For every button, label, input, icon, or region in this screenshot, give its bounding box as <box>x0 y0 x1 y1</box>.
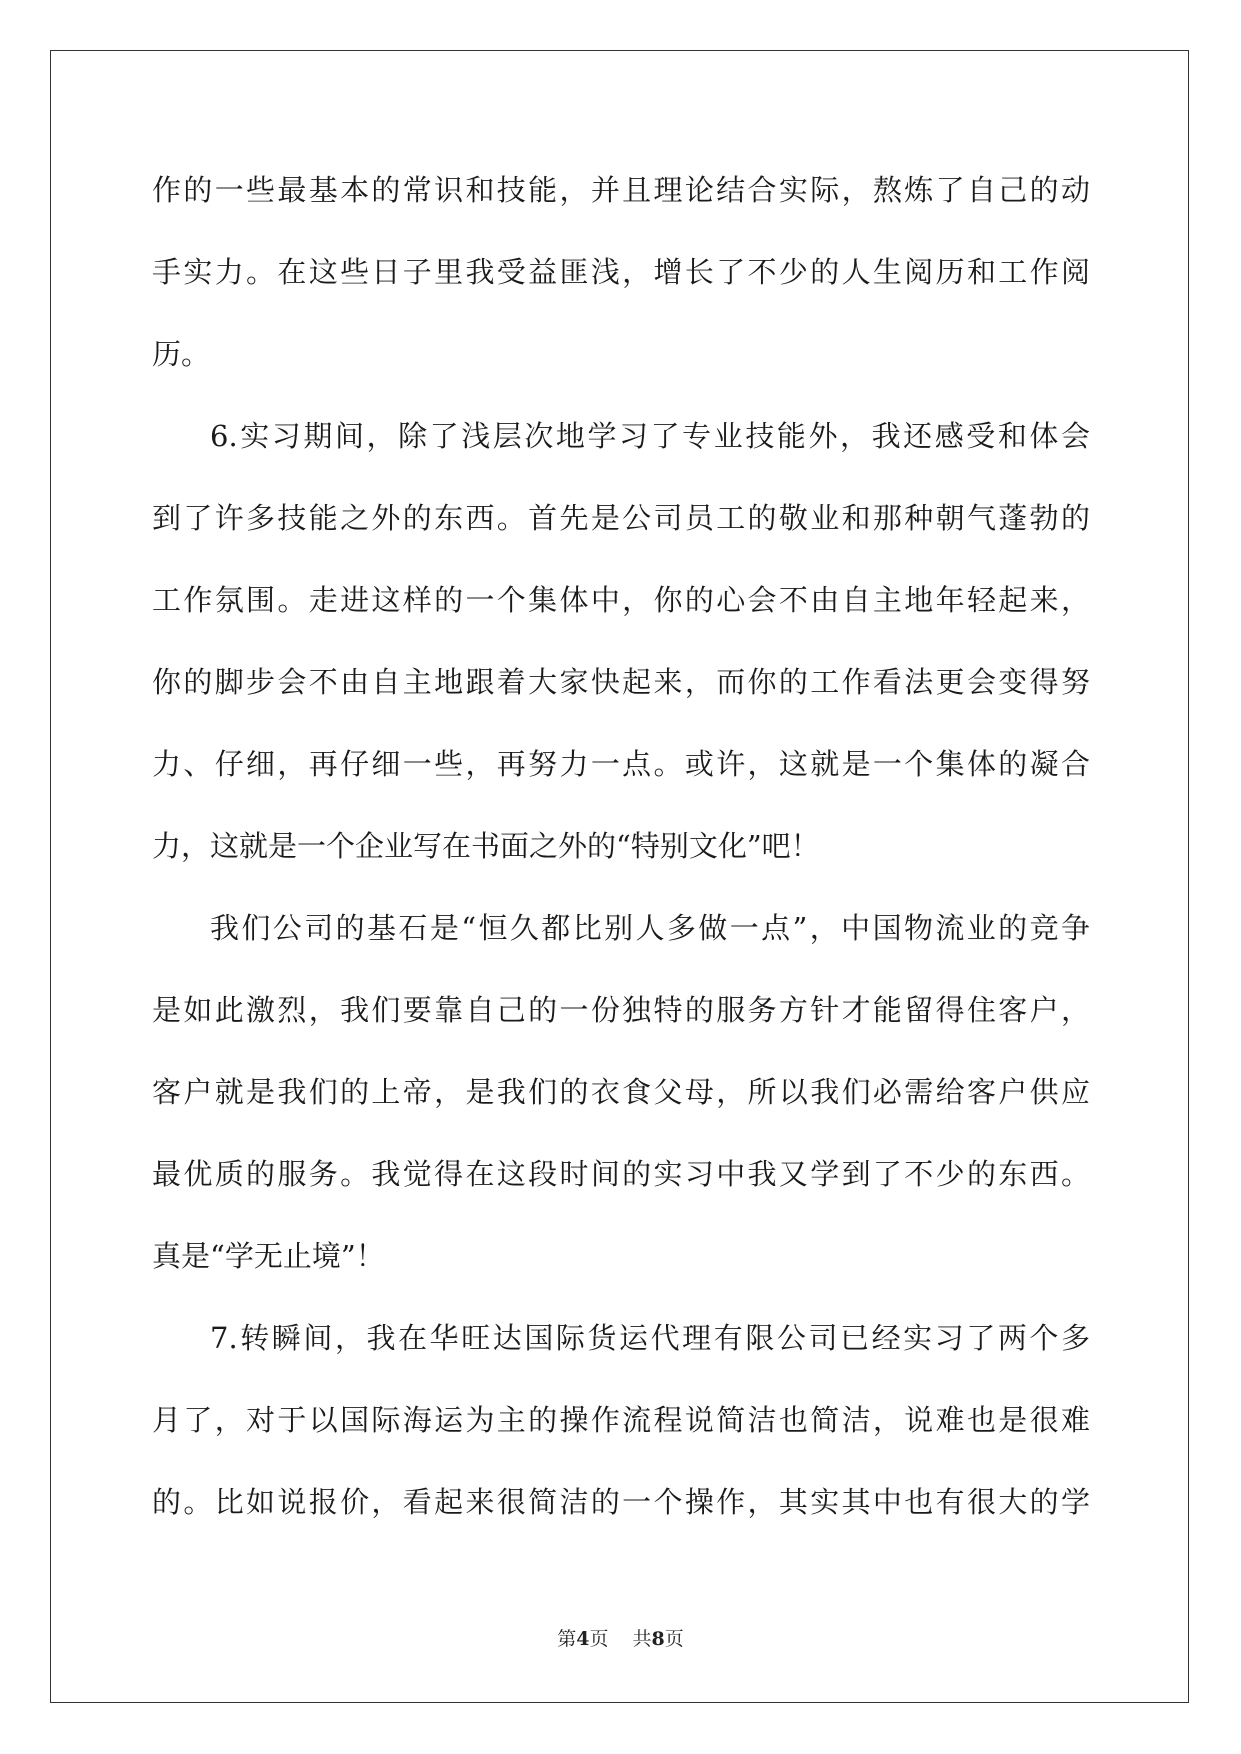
text-line: 你的脚步会不由自主地跟着大家快起来，而你的工作看法更会变得努 <box>152 665 1090 699</box>
document-body <box>152 160 1090 1554</box>
total-pages: 8 <box>651 1628 665 1650</box>
text-line: 历。 <box>152 337 211 371</box>
text-line: 6.实习期间，除了浅层次地学习了专业技能外，我还感受和体会 <box>210 419 1090 453</box>
page-footer <box>0 1624 1241 1651</box>
text-line: 的。比如说报价，看起来很简洁的一个操作，其实其中也有很大的学 <box>152 1485 1090 1519</box>
text-line: 力，这就是一个企业写在书面之外的“特别文化”吧！ <box>152 829 820 863</box>
page-number: 4 <box>576 1628 590 1650</box>
text-line: 到了许多技能之外的东西。首先是公司员工的敬业和那种朝气蓬勃的 <box>152 501 1090 535</box>
page-prefix: 第 <box>557 1628 577 1650</box>
total-suffix: 页 <box>664 1628 684 1650</box>
text-line: 最优质的服务。我觉得在这段时间的实习中我又学到了不少的东西。 <box>152 1157 1090 1191</box>
text-line: 我们公司的基石是“恒久都比别人多做一点”，中国物流业的竞争 <box>210 911 1090 945</box>
text-line: 是如此激烈，我们要靠自己的一份独特的服务方针才能留得住客户， <box>152 993 1090 1027</box>
total-prefix: 共 <box>632 1628 652 1650</box>
text-line: 手实力。在这些日子里我受益匪浅，增长了不少的人生阅历和工作阅 <box>152 255 1090 289</box>
text-line: 作的一些最基本的常识和技能，并且理论结合实际，熬炼了自己的动 <box>152 173 1090 207</box>
text-line: 力、仔细，再仔细一些，再努力一点。或许，这就是一个集体的凝合 <box>152 747 1090 781</box>
text-line: 7.转瞬间，我在华旺达国际货运代理有限公司已经实习了两个多 <box>210 1321 1090 1355</box>
text-line: 真是“学无止境”！ <box>152 1239 385 1273</box>
text-line: 工作氛围。走进这样的一个集体中，你的心会不由自主地年轻起来， <box>152 583 1090 617</box>
page-suffix: 页 <box>589 1628 609 1650</box>
text-line: 月了，对于以国际海运为主的操作流程说简洁也简洁，说难也是很难 <box>152 1403 1090 1437</box>
text-line: 客户就是我们的上帝，是我们的衣食父母，所以我们必需给客户供应 <box>152 1075 1090 1109</box>
